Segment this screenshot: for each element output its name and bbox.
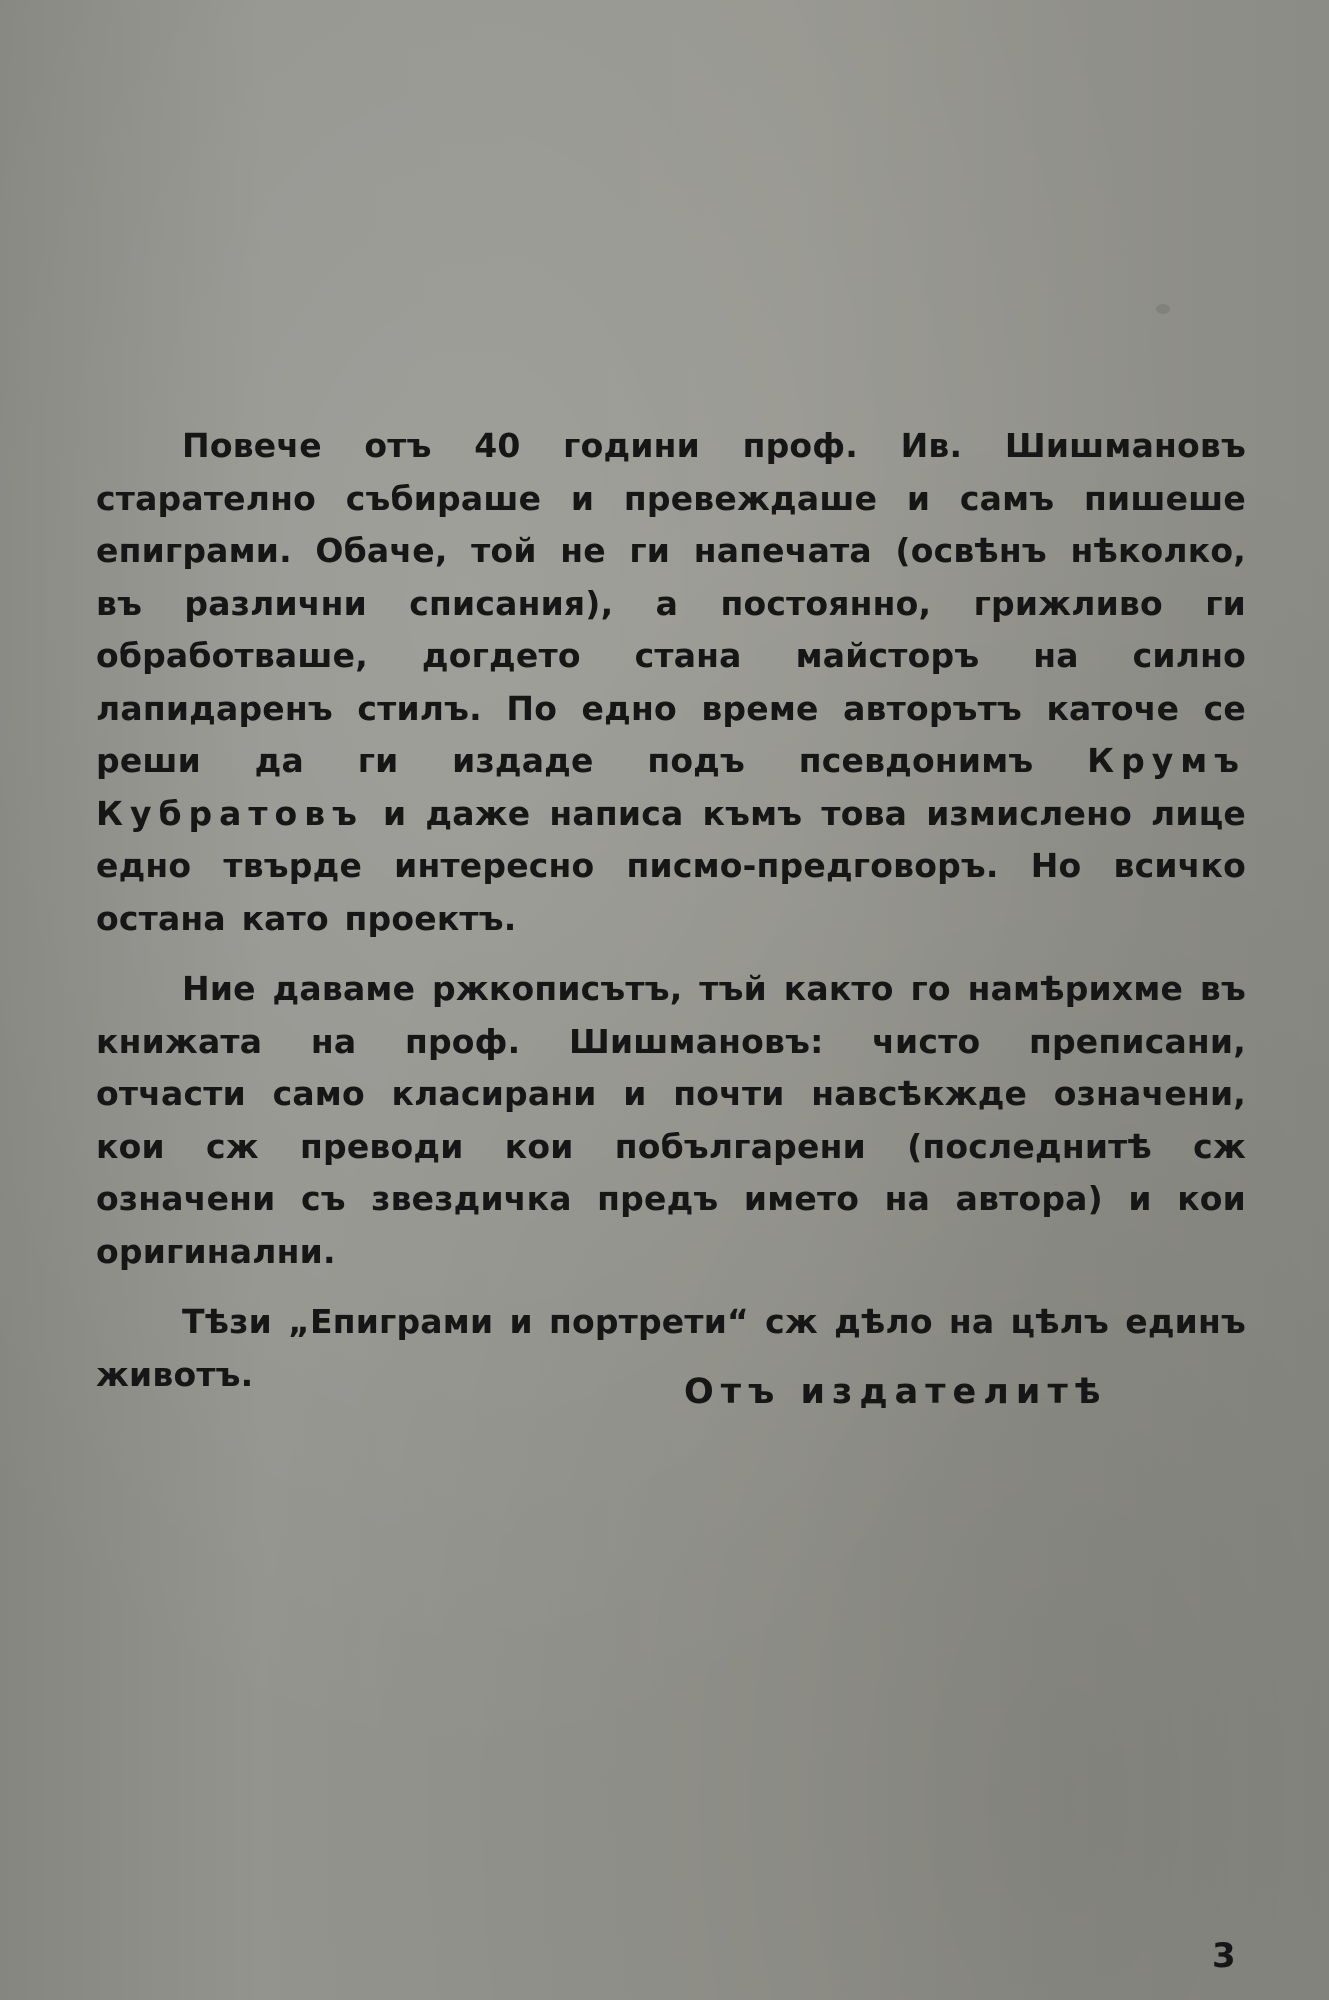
paragraph-1-part-2: и даже написа къмъ това измислено лице едно твърде интересно писмо-предговоръ. Но всичко остана като проектъ. (96, 793, 1246, 938)
body-text (96, 420, 1246, 1419)
paragraph-1-part-1: Повече отъ 40 години проф. Ив. Шишмановъ старателно събираше и превеждаше и самъ пишеше епиграми. Обаче, той не ги напечата (освѣнъ нѣколко, въ различни списания), а постоянно, грижливо ги обработваше, догдето стана майсторъ на силно лапидаренъ стилъ. По едно време авторътъ каточе се реши да ги издаде подъ псевдонимъ (96, 426, 1246, 780)
paragraph-3: Тѣзи „Епиграми и портрети“ сж дѣло на цѣлъ единъ животъ. (96, 1302, 1246, 1394)
paragraph-2: Ние даваме ржкописътъ, тъй както го намѣрихме въ книжата на проф. Шишмановъ: чисто преписани, отчасти само класирани и почти навсѣкжде означени, кои сж преводи кои побългарени (последнитѣ сж означени съ звездичка предъ името на автора) и кои оригинални. (96, 969, 1246, 1271)
paper-stain (1156, 304, 1170, 314)
pseudonym: Крумъ Кубратовъ (96, 741, 1246, 833)
page-number: 3 (1212, 1936, 1236, 1976)
paragraph-1 (96, 420, 1246, 945)
signature: Отъ издателитѣ (684, 1372, 1108, 1412)
